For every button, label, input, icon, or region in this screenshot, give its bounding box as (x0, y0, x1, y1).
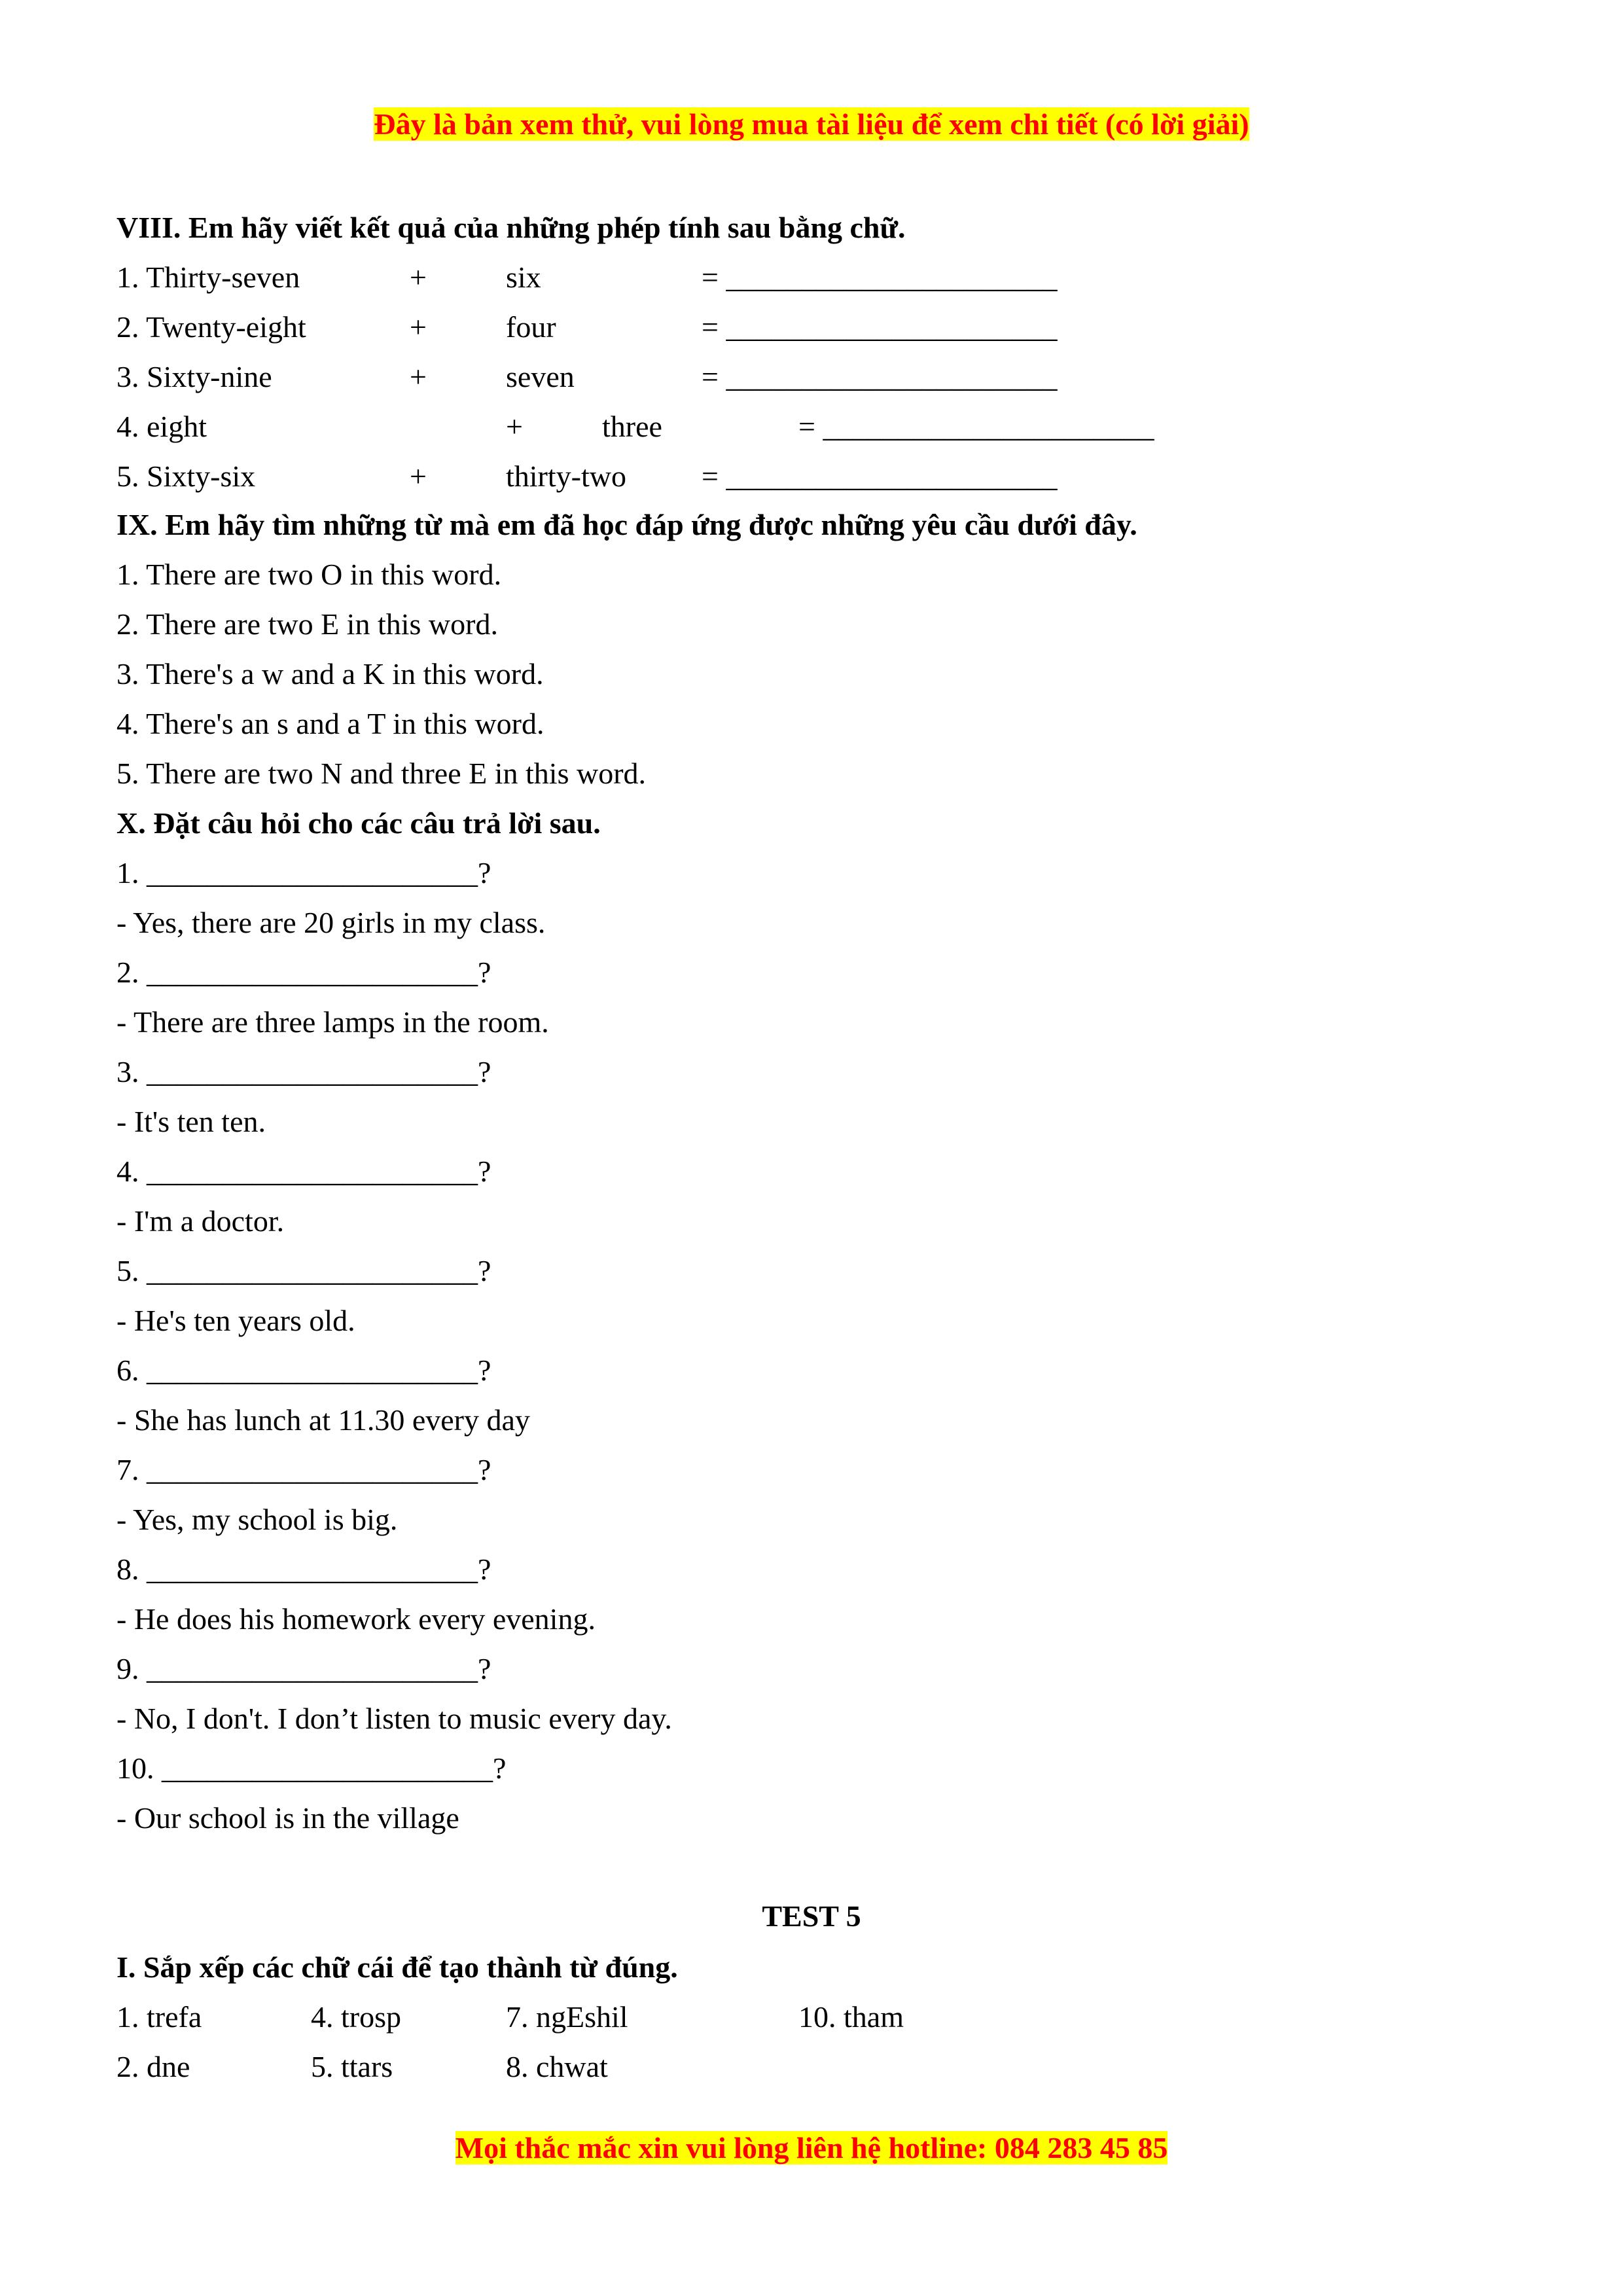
plus-sign: + (410, 310, 427, 344)
sum-item-right: six (506, 260, 541, 294)
question-blank: 5. ______________________? (116, 1254, 491, 1287)
answer-text: - He's ten years old. (116, 1304, 355, 1337)
sum-item-right: three (602, 410, 662, 443)
sum-item-right: thirty-two (506, 459, 626, 493)
sum-item-right: four (506, 310, 556, 344)
question-blank: 2. ______________________? (116, 956, 491, 989)
section-ix-heading: IX. Em hãy tìm những từ mà em đã học đáp ứng được những yêu cầu dưới đây. (116, 508, 1137, 541)
question-blank: 10. ______________________? (116, 1751, 507, 1785)
answer-blank: = ______________________ (702, 260, 1058, 294)
answer-text: - She has lunch at 11.30 every day (116, 1403, 530, 1437)
hotline-banner-row (0, 2130, 1623, 2166)
answer-blank: = ______________________ (798, 410, 1154, 443)
question-blank: 8. ______________________? (116, 1552, 491, 1586)
section-i-heading: I. Sắp xếp các chữ cái để tạo thành từ đúng. (116, 1950, 678, 1984)
preview-banner: Đây là bản xem thử, vui lòng mua tài liệu để xem chi tiết (có lời giải) (374, 107, 1249, 141)
plus-sign: + (506, 410, 523, 443)
list-item: 3. There's a w and a K in this word. (116, 657, 544, 691)
answer-text: - It's ten ten. (116, 1105, 266, 1138)
list-item: 1. There are two O in this word. (116, 558, 502, 591)
plus-sign: + (410, 260, 427, 294)
test-title: TEST 5 (762, 1899, 861, 1933)
scrambled-word: 8. chwat (506, 2050, 608, 2083)
sum-item-right: seven (506, 360, 575, 393)
list-item: 5. There are two N and three E in this word. (116, 757, 647, 790)
sum-item-left: 5. Sixty-six (116, 459, 256, 493)
scrambled-word: 5. ttars (311, 2050, 393, 2083)
scrambled-word: 7. ngEshil (506, 2000, 628, 2034)
scrambled-word: 10. tham (798, 2000, 904, 2034)
answer-text: - Yes, there are 20 girls in my class. (116, 906, 546, 939)
answer-text: - Our school is in the village (116, 1801, 459, 1835)
sum-item-left: 3. Sixty-nine (116, 360, 272, 393)
scrambled-word: 4. trosp (311, 2000, 401, 2034)
sum-item-left: 1. Thirty-seven (116, 260, 300, 294)
question-blank: 9. ______________________? (116, 1652, 491, 1685)
hotline-banner: Mọi thắc mắc xin vui lòng liên hệ hotline: 084 283 45 85 (455, 2131, 1168, 2164)
answer-blank: = ______________________ (702, 310, 1058, 344)
section-x-heading: X. Đặt câu hỏi cho các câu trả lời sau. (116, 806, 601, 840)
answer-text: - There are three lamps in the room. (116, 1005, 549, 1039)
list-item: 4. There's an s and a T in this word. (116, 707, 544, 740)
question-blank: 4. ______________________? (116, 1155, 491, 1188)
list-item: 2. There are two E in this word. (116, 607, 498, 641)
question-blank: 3. ______________________? (116, 1055, 491, 1088)
answer-text: - Yes, my school is big. (116, 1503, 398, 1536)
question-blank: 6. ______________________? (116, 1354, 491, 1387)
question-blank: 7. ______________________? (116, 1453, 491, 1486)
plus-sign: + (410, 459, 427, 493)
preview-banner-row (0, 106, 1623, 143)
scrambled-word: 2. dne (116, 2050, 190, 2083)
answer-blank: = ______________________ (702, 459, 1058, 493)
sum-item-left: 4. eight (116, 410, 207, 443)
answer-text: - I'm a doctor. (116, 1204, 285, 1238)
sum-item-left: 2. Twenty-eight (116, 310, 306, 344)
section-viii-heading: VIII. Em hãy viết kết quả của những phép tính sau bằng chữ. (116, 211, 906, 244)
question-blank: 1. ______________________? (116, 856, 491, 889)
answer-text: - He does his homework every evening. (116, 1602, 596, 1636)
scrambled-word: 1. trefa (116, 2000, 202, 2034)
plus-sign: + (410, 360, 427, 393)
answer-blank: = ______________________ (702, 360, 1058, 393)
answer-text: - No, I don't. I don’t listen to music every day. (116, 1702, 672, 1735)
